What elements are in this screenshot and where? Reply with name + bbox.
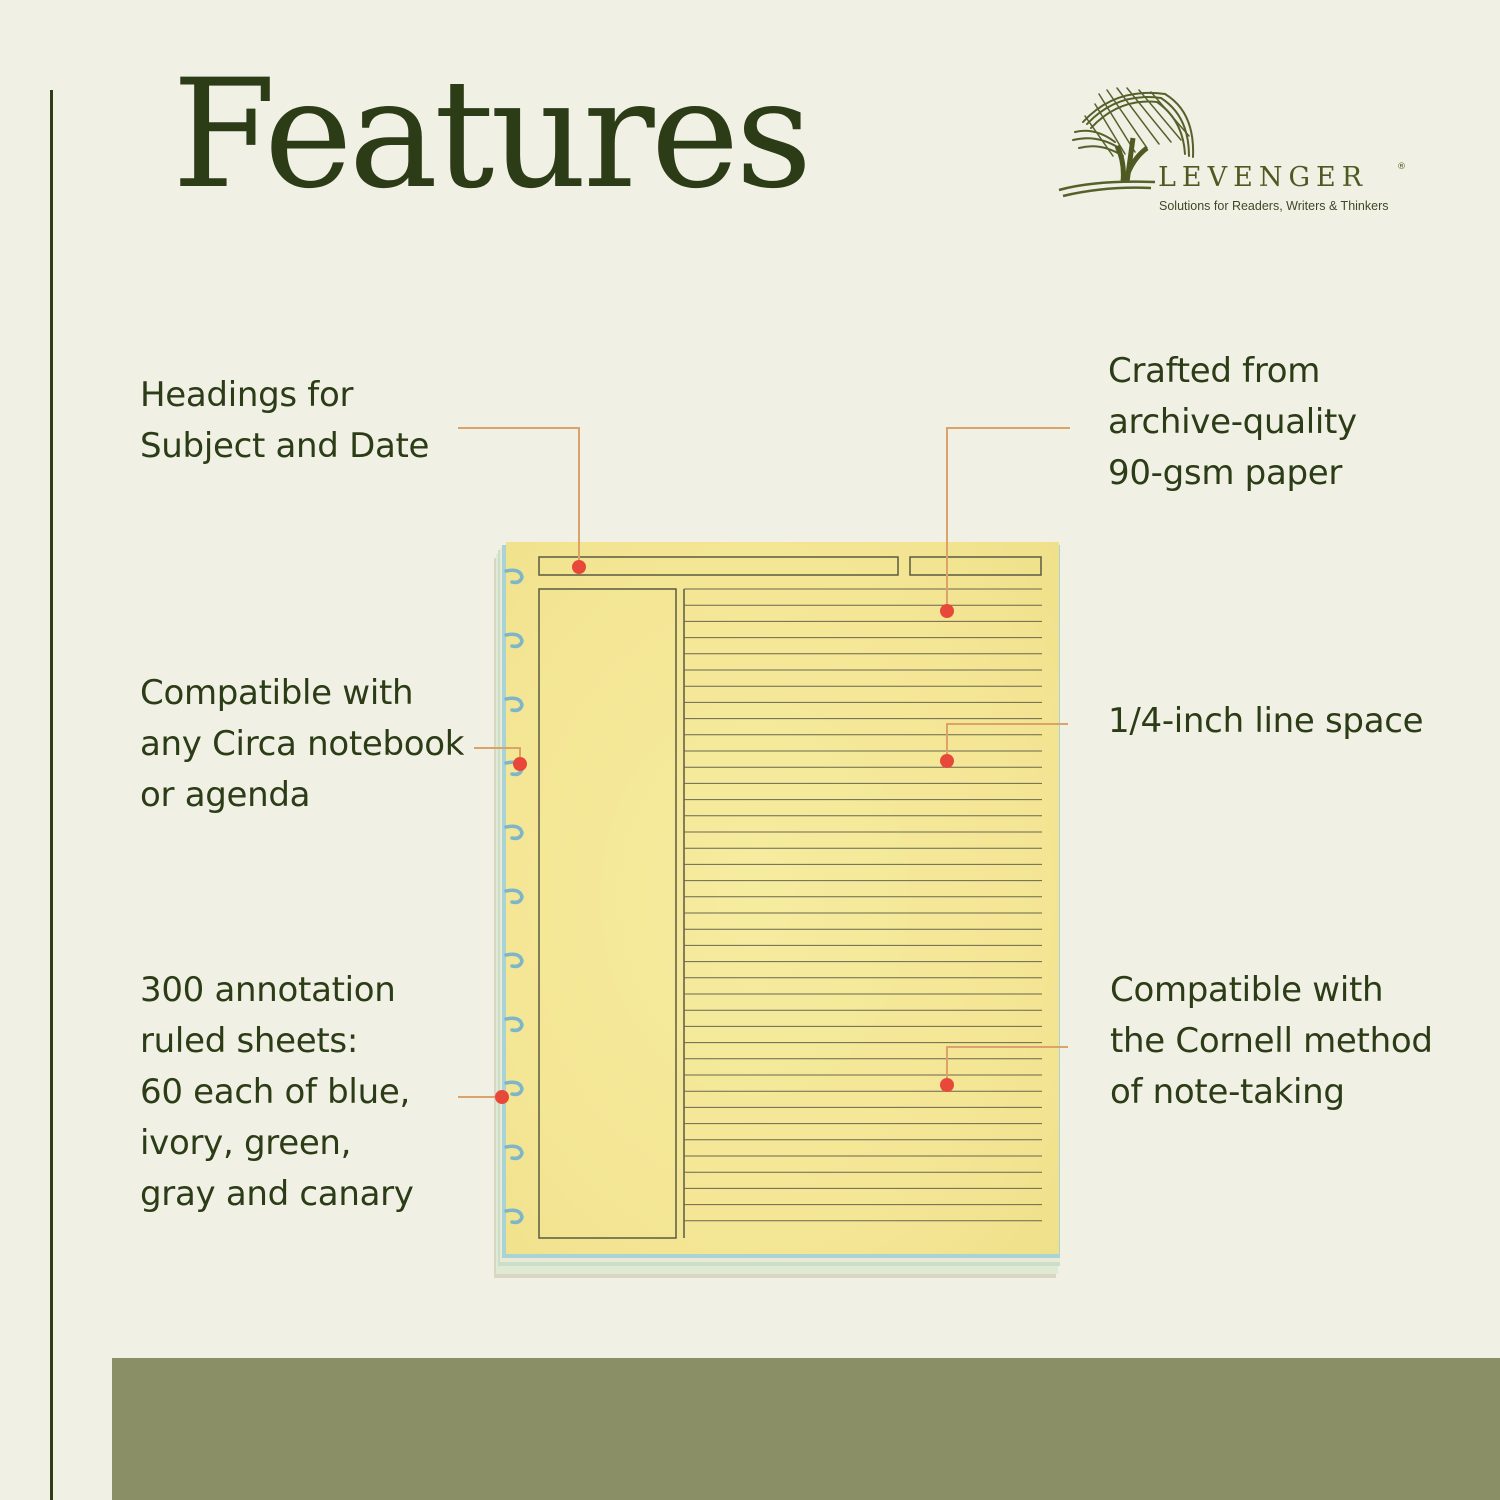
feature-line: any Circa notebook: [140, 724, 465, 764]
feature-line: ruled sheets:: [140, 1021, 358, 1061]
callout-dot: [940, 604, 954, 618]
callout-dot: [940, 1078, 954, 1092]
feature-line: the Cornell method: [1110, 1021, 1433, 1061]
feature-line: gray and canary: [140, 1174, 414, 1214]
feature-line: or agenda: [140, 775, 311, 815]
canary-sheet: [506, 542, 1059, 1254]
feature-line: Compatible with: [140, 673, 414, 713]
brand-name: LEVENGER: [1158, 162, 1369, 193]
feature-line: Subject and Date: [140, 426, 430, 466]
feature-line: 300 annotation: [140, 970, 396, 1010]
brand-tagline: Solutions for Readers, Writers & Thinkers: [1159, 199, 1389, 213]
callout-dot: [495, 1090, 509, 1104]
feature-line: of note-taking: [1110, 1072, 1345, 1112]
feature-line: Compatible with: [1110, 970, 1384, 1010]
feature-line: Headings for: [140, 375, 354, 415]
feature-line: 60 each of blue,: [140, 1072, 410, 1112]
feature-line: Crafted from: [1108, 351, 1321, 391]
feature-line: 90-gsm paper: [1108, 453, 1343, 493]
feature-line: ivory, green,: [140, 1123, 352, 1163]
page-title: Features: [172, 48, 809, 222]
callout-dot: [940, 754, 954, 768]
callout-dot: [513, 757, 527, 771]
callout-dot: [572, 560, 586, 574]
feature-line: archive-quality: [1108, 402, 1357, 442]
registered-mark: ®: [1397, 162, 1406, 172]
feature-line: 1/4-inch line space: [1108, 701, 1424, 741]
